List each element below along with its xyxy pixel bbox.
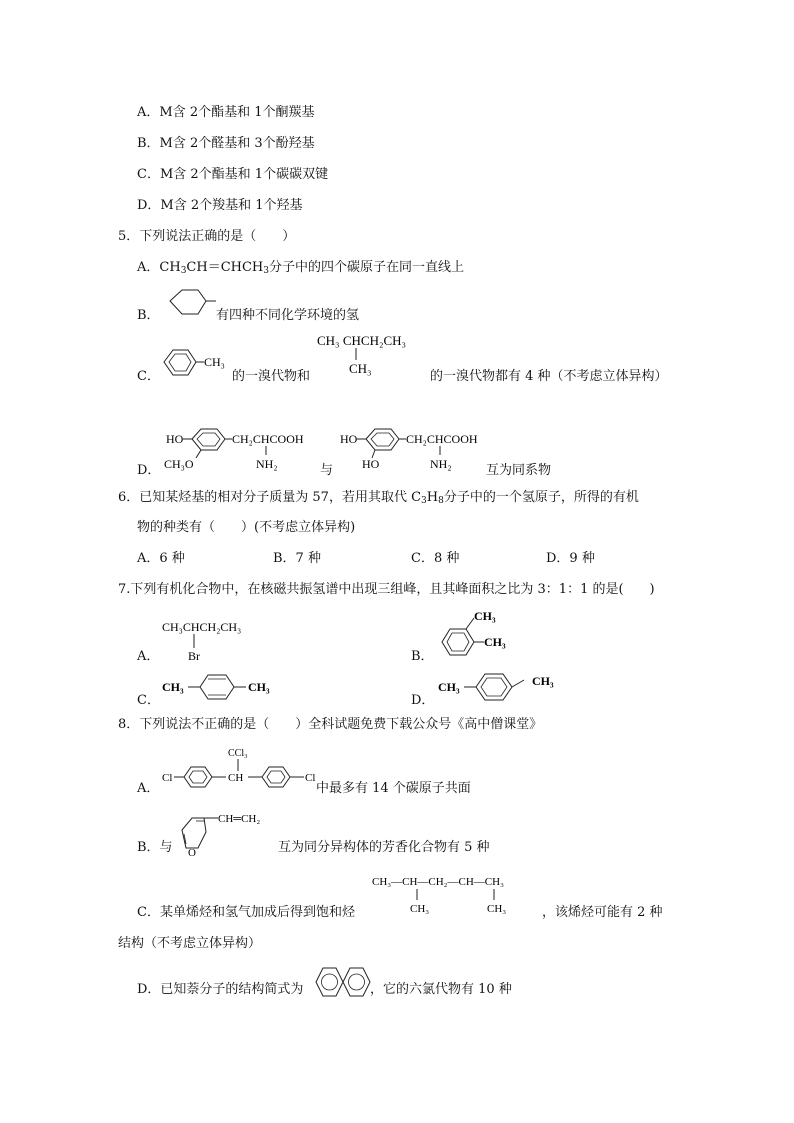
- svg-text:CH₃: CH₃: [410, 903, 430, 915]
- q7-option-d-label: D．: [411, 693, 435, 708]
- q6-option-c: C．8 种: [411, 551, 460, 566]
- q5-option-a: A．$CH_3CH=CHCH_3$分子中的四个碳原子在同一直线上: [137, 260, 465, 276]
- q5-option-c-text2: 的一溴代物都有 4 种（不考虑立体异构）: [430, 369, 668, 384]
- q8-option-a-text: 中最多有 14 个碳原子共面: [316, 781, 471, 796]
- p-xylene-d-structure: [436, 668, 566, 708]
- svg-text:HO: HO: [166, 432, 184, 446]
- o-xylene-structure: [436, 604, 516, 664]
- q8-option-c-text2: 结构（不考虑立体异构）: [118, 936, 262, 951]
- q4-option-c: C．M含 2个酯基和 1个碳碳双键: [137, 167, 329, 182]
- q4-option-b: B．M含 2个醛基和 3个酚羟基: [137, 136, 315, 151]
- q4-option-d: D．M含 2个羧基和 1个羟基: [137, 198, 303, 213]
- svg-text:CH₃ CHCH₂CH₃: CH₃ CHCH₂CH₃: [317, 333, 407, 348]
- 2-4-dimethylpentane-structure: [370, 870, 550, 918]
- svg-text:CH₃: CH₃: [162, 680, 184, 694]
- svg-text:CH₃: CH₃: [438, 680, 460, 694]
- q4-option-a: A．M含 2个酯基和 1个酮羰基: [137, 105, 315, 120]
- dopa-structure: [336, 424, 486, 476]
- svg-text:CH₂CHCOOH: CH₂CHCOOH: [406, 432, 478, 446]
- svg-text:CH₃: CH₃: [532, 674, 554, 688]
- q6-stem-line2: 物的种类有（ ）(不考虑立体异构): [137, 520, 356, 535]
- q5-option-c-text1: 的一溴代物和: [232, 369, 311, 384]
- 2-bromobutane-structure: [160, 614, 270, 664]
- q7-option-c-label: C．: [137, 693, 160, 708]
- svg-text:CH₃—CH—CH₂—CH—CH₃: CH₃—CH—CH₂—CH—CH₃: [372, 876, 504, 888]
- q8-stem: 8．下列说法不正确的是（ ）全科试题免费下载公众号《高中僧课堂》: [118, 717, 543, 732]
- q8-option-d-pre: D．已知萘分子的结构简式为: [137, 982, 304, 997]
- svg-text:CH₃: CH₃: [474, 609, 496, 623]
- svg-text:CH: CH: [228, 772, 244, 784]
- vinylpyran-structure: [172, 808, 282, 868]
- 2-methylbutane-structure: [314, 330, 434, 376]
- svg-text:O: O: [188, 847, 196, 859]
- q5-option-b-label: B．: [137, 308, 160, 323]
- methoxy-dopa-structure: [160, 424, 322, 476]
- q5-option-d-label: D．: [137, 463, 161, 478]
- q8-option-d-post: ，它的六氯代物有 10 种: [370, 982, 512, 997]
- svg-text:HO: HO: [340, 432, 358, 446]
- q5-option-c-label: C．: [137, 369, 160, 384]
- svg-text:CH₃: CH₃: [349, 361, 372, 376]
- svg-text:CH₃: CH₃: [204, 355, 225, 369]
- svg-text:HO: HO: [362, 457, 380, 471]
- q8-option-b-text: 互为同分异构体的芳香化合物有 5 种: [278, 840, 490, 855]
- svg-text:CH₃: CH₃: [487, 903, 507, 915]
- p-xylene-c-structure: [160, 670, 280, 706]
- svg-text:Cl: Cl: [305, 772, 316, 784]
- q6-option-b: B．7 种: [273, 551, 321, 566]
- svg-text:CH═CH₂: CH═CH₂: [218, 813, 261, 825]
- svg-text:CH₃CHCH₂CH₃: CH₃CHCH₂CH₃: [162, 620, 242, 634]
- svg-text:NH₂: NH₂: [256, 457, 278, 471]
- svg-text:Cl: Cl: [162, 772, 173, 784]
- svg-text:CH₃: CH₃: [484, 635, 506, 649]
- ddt-structure: [160, 744, 320, 794]
- q8-option-c-label: C．某单烯烃和氢气加成后得到饱和烃: [137, 905, 355, 920]
- svg-text:NH₂: NH₂: [430, 457, 452, 471]
- q7-option-b-label: B．: [411, 649, 434, 664]
- svg-text:CH₃: CH₃: [248, 680, 270, 694]
- q7-option-a-label: A．: [137, 649, 160, 664]
- q6-option-d: D．9 种: [546, 551, 595, 566]
- q6-option-a: A．6 种: [137, 551, 185, 566]
- q5-stem: 5．下列说法正确的是（ ）: [118, 229, 296, 244]
- q8-option-c-text: ，该烯烃可能有 2 种: [542, 905, 663, 920]
- q7-stem: 7.下列有机化合物中，在核磁共振氢谱中出现三组峰，且其峰面积之比为 3：1：1 的是( ): [118, 582, 655, 597]
- q8-option-a-label: A．: [137, 781, 160, 796]
- q6-stem-line1: 6．已知某烃基的相对分子质量为 57，若用其取代 $C_3H_8$分子中的一个氢原子，所得的有机: [118, 490, 639, 506]
- q8-option-b-label: B．与: [137, 840, 173, 855]
- svg-text:Br: Br: [188, 649, 200, 663]
- q5-option-b-text: 有四种不同化学环境的氢: [216, 308, 360, 323]
- q5-option-d-text: 互为同系物: [486, 463, 552, 478]
- svg-text:CH₂CHCOOH: CH₂CHCOOH: [232, 432, 304, 446]
- naphthalene-structure: [314, 962, 376, 1002]
- methylcyclohexane-structure: [160, 284, 218, 334]
- svg-text:CCl₃: CCl₃: [228, 748, 248, 759]
- svg-text:CH₃O: CH₃O: [164, 457, 194, 471]
- q5-option-d-yu: 与: [320, 463, 334, 478]
- toluene-structure: [158, 344, 232, 386]
